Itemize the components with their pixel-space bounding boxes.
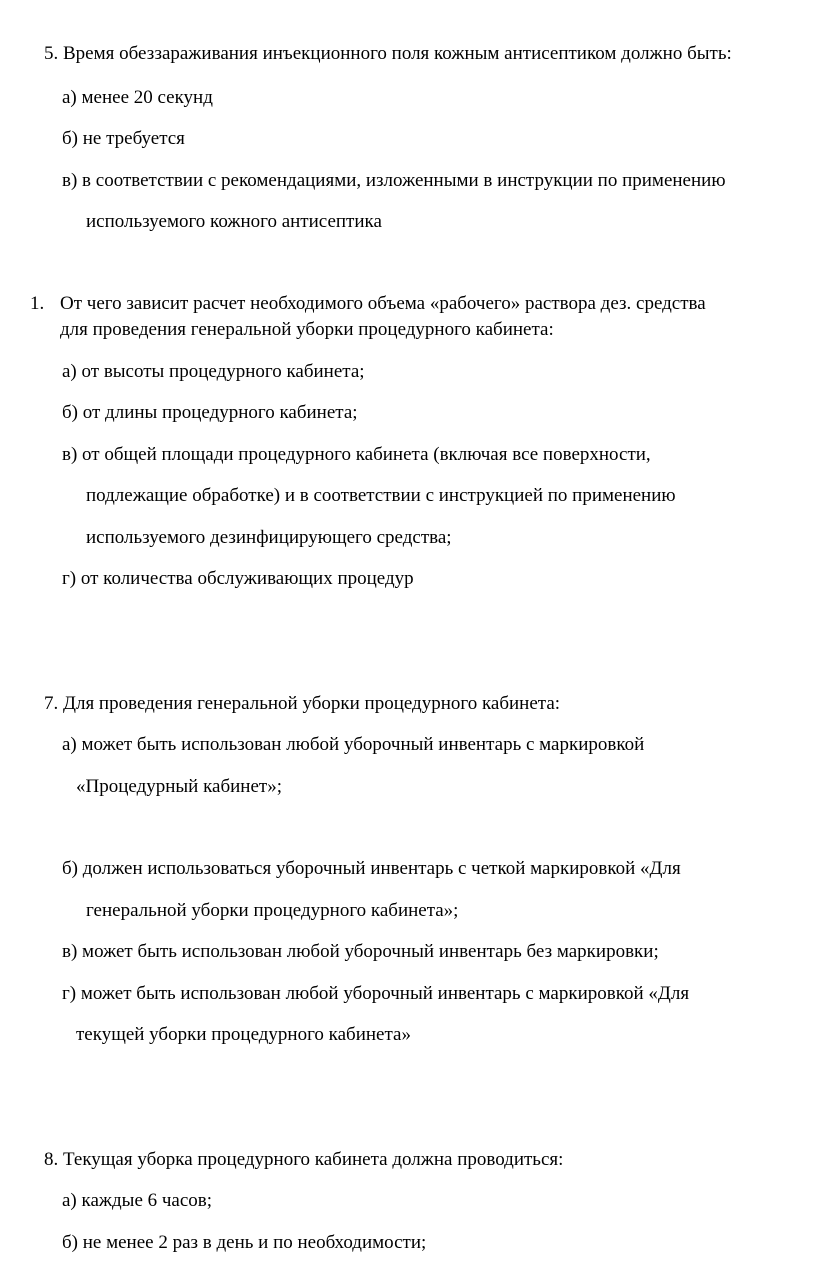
question-7-option-b-cont: генеральной уборки процедурного кабинета»; [86,900,459,921]
question-5-option-b: б) не требуется [62,128,185,149]
question-1-option-b: б) от длины процедурного кабинета; [62,402,358,423]
question-7-option-d: г) может быть использован любой уборочный инвентарь с маркировкой «Для [62,983,690,1004]
question-8-option-a: а) каждые 6 часов; [62,1190,213,1211]
question-8-option-b: б) не менее 2 раз в день и по необходимости; [62,1232,427,1253]
question-7-option-a-cont: «Процедурный кабинет»; [76,776,282,797]
question-5-option-a: а) менее 20 секунд [62,87,213,108]
question-8-title: 8. Текущая уборка процедурного кабинета должна проводиться: [44,1149,564,1170]
question-1-option-c-cont: подлежащие обработке) и в соответствии с инструкцией по применению [86,485,676,506]
question-7-option-a: а) может быть использован любой уборочный инвентарь с маркировкой [62,734,645,755]
question-1-title: От чего зависит расчет необходимого объема «рабочего» раствора дез. средства [60,293,706,314]
question-7-option-d-cont: текущей уборки процедурного кабинета» [76,1024,411,1045]
question-1-number: 1. [30,293,45,314]
question-1-title-cont: для проведения генеральной уборки процедурного кабинета: [60,319,554,340]
question-5-title: 5. Время обеззараживания инъекционного поля кожным антисептиком должно быть: [44,43,732,64]
question-5-option-c-cont: используемого кожного антисептика [86,211,382,232]
question-1-option-c-cont2: используемого дезинфицирующего средства; [86,527,452,548]
question-7-option-c: в) может быть использован любой уборочный инвентарь без маркировки; [62,941,659,962]
question-5-option-c: в) в соответствии с рекомендациями, изложенными в инструкции по применению [62,170,726,191]
question-1-option-d: г) от количества обслуживающих процедур [62,568,414,589]
question-7-title: 7. Для проведения генеральной уборки процедурного кабинета: [44,693,561,714]
question-7-option-b: б) должен использоваться уборочный инвентарь с четкой маркировкой «Для [62,858,681,879]
question-1-option-a: а) от высоты процедурного кабинета; [62,361,365,382]
question-1-option-c: в) от общей площади процедурного кабинета (включая все поверхности, [62,444,651,465]
